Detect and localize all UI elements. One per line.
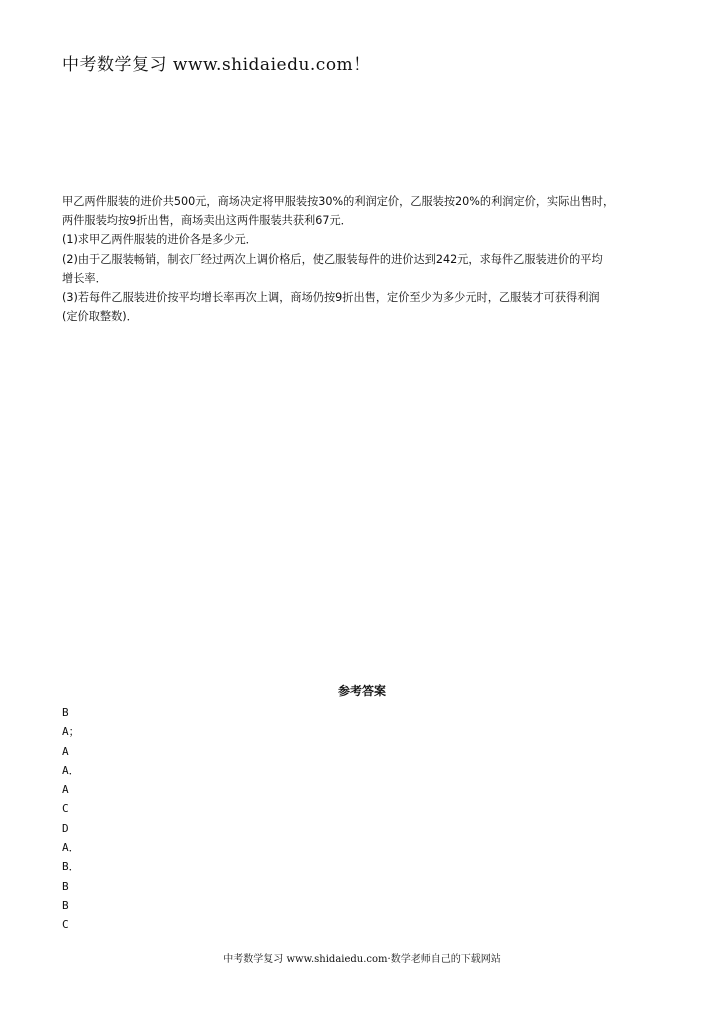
answer-item: B	[62, 706, 69, 719]
problem-line: 两件服装均按9折出售，商场卖出这两件服装共获利67元．	[62, 214, 352, 228]
answer-item: B	[62, 879, 69, 893]
answer-item: B	[62, 898, 69, 912]
problem-text	[62, 192, 666, 326]
problem-line: (1)求甲乙两件服装的进价各是多少元．	[62, 233, 257, 247]
problem-line: 增长率．	[62, 271, 107, 285]
answer-item: C	[62, 802, 69, 816]
problem-line: (定价取整数)．	[62, 310, 138, 324]
answer-item: D	[62, 821, 69, 835]
answer-item: A	[62, 744, 69, 758]
problem-line: (2)由于乙服装畅销，制衣厂经过两次上调价格后，使乙服装每件的进价达到242元，求每件乙服装进价的平均	[62, 252, 603, 266]
answer-item: A	[62, 783, 69, 797]
answers-heading: 参考答案	[337, 684, 386, 698]
answers-list	[62, 703, 80, 935]
problem-line: (3)若每件乙服装进价按平均增长率再次上调，商场仍按9折出售，定价至少为多少元时，乙服装才可获得利润	[62, 291, 600, 305]
page-footer: 中考数学复习 www.shidaiedu.com·数学老师自己的下载网站	[223, 954, 501, 965]
answer-item: A；	[62, 725, 80, 739]
page-header: 中考数学复习 www.shidaiedu.com！	[62, 55, 371, 75]
problem-line: 甲乙两件服装的进价共500元，商场决定将甲服装按30%的利润定价，乙服装按20%的利润定价，实际出售时，	[62, 195, 615, 208]
answer-item: A．	[62, 763, 80, 777]
answer-item: C	[62, 918, 69, 932]
answer-item: A．	[62, 841, 80, 855]
answer-item: B．	[62, 860, 80, 874]
